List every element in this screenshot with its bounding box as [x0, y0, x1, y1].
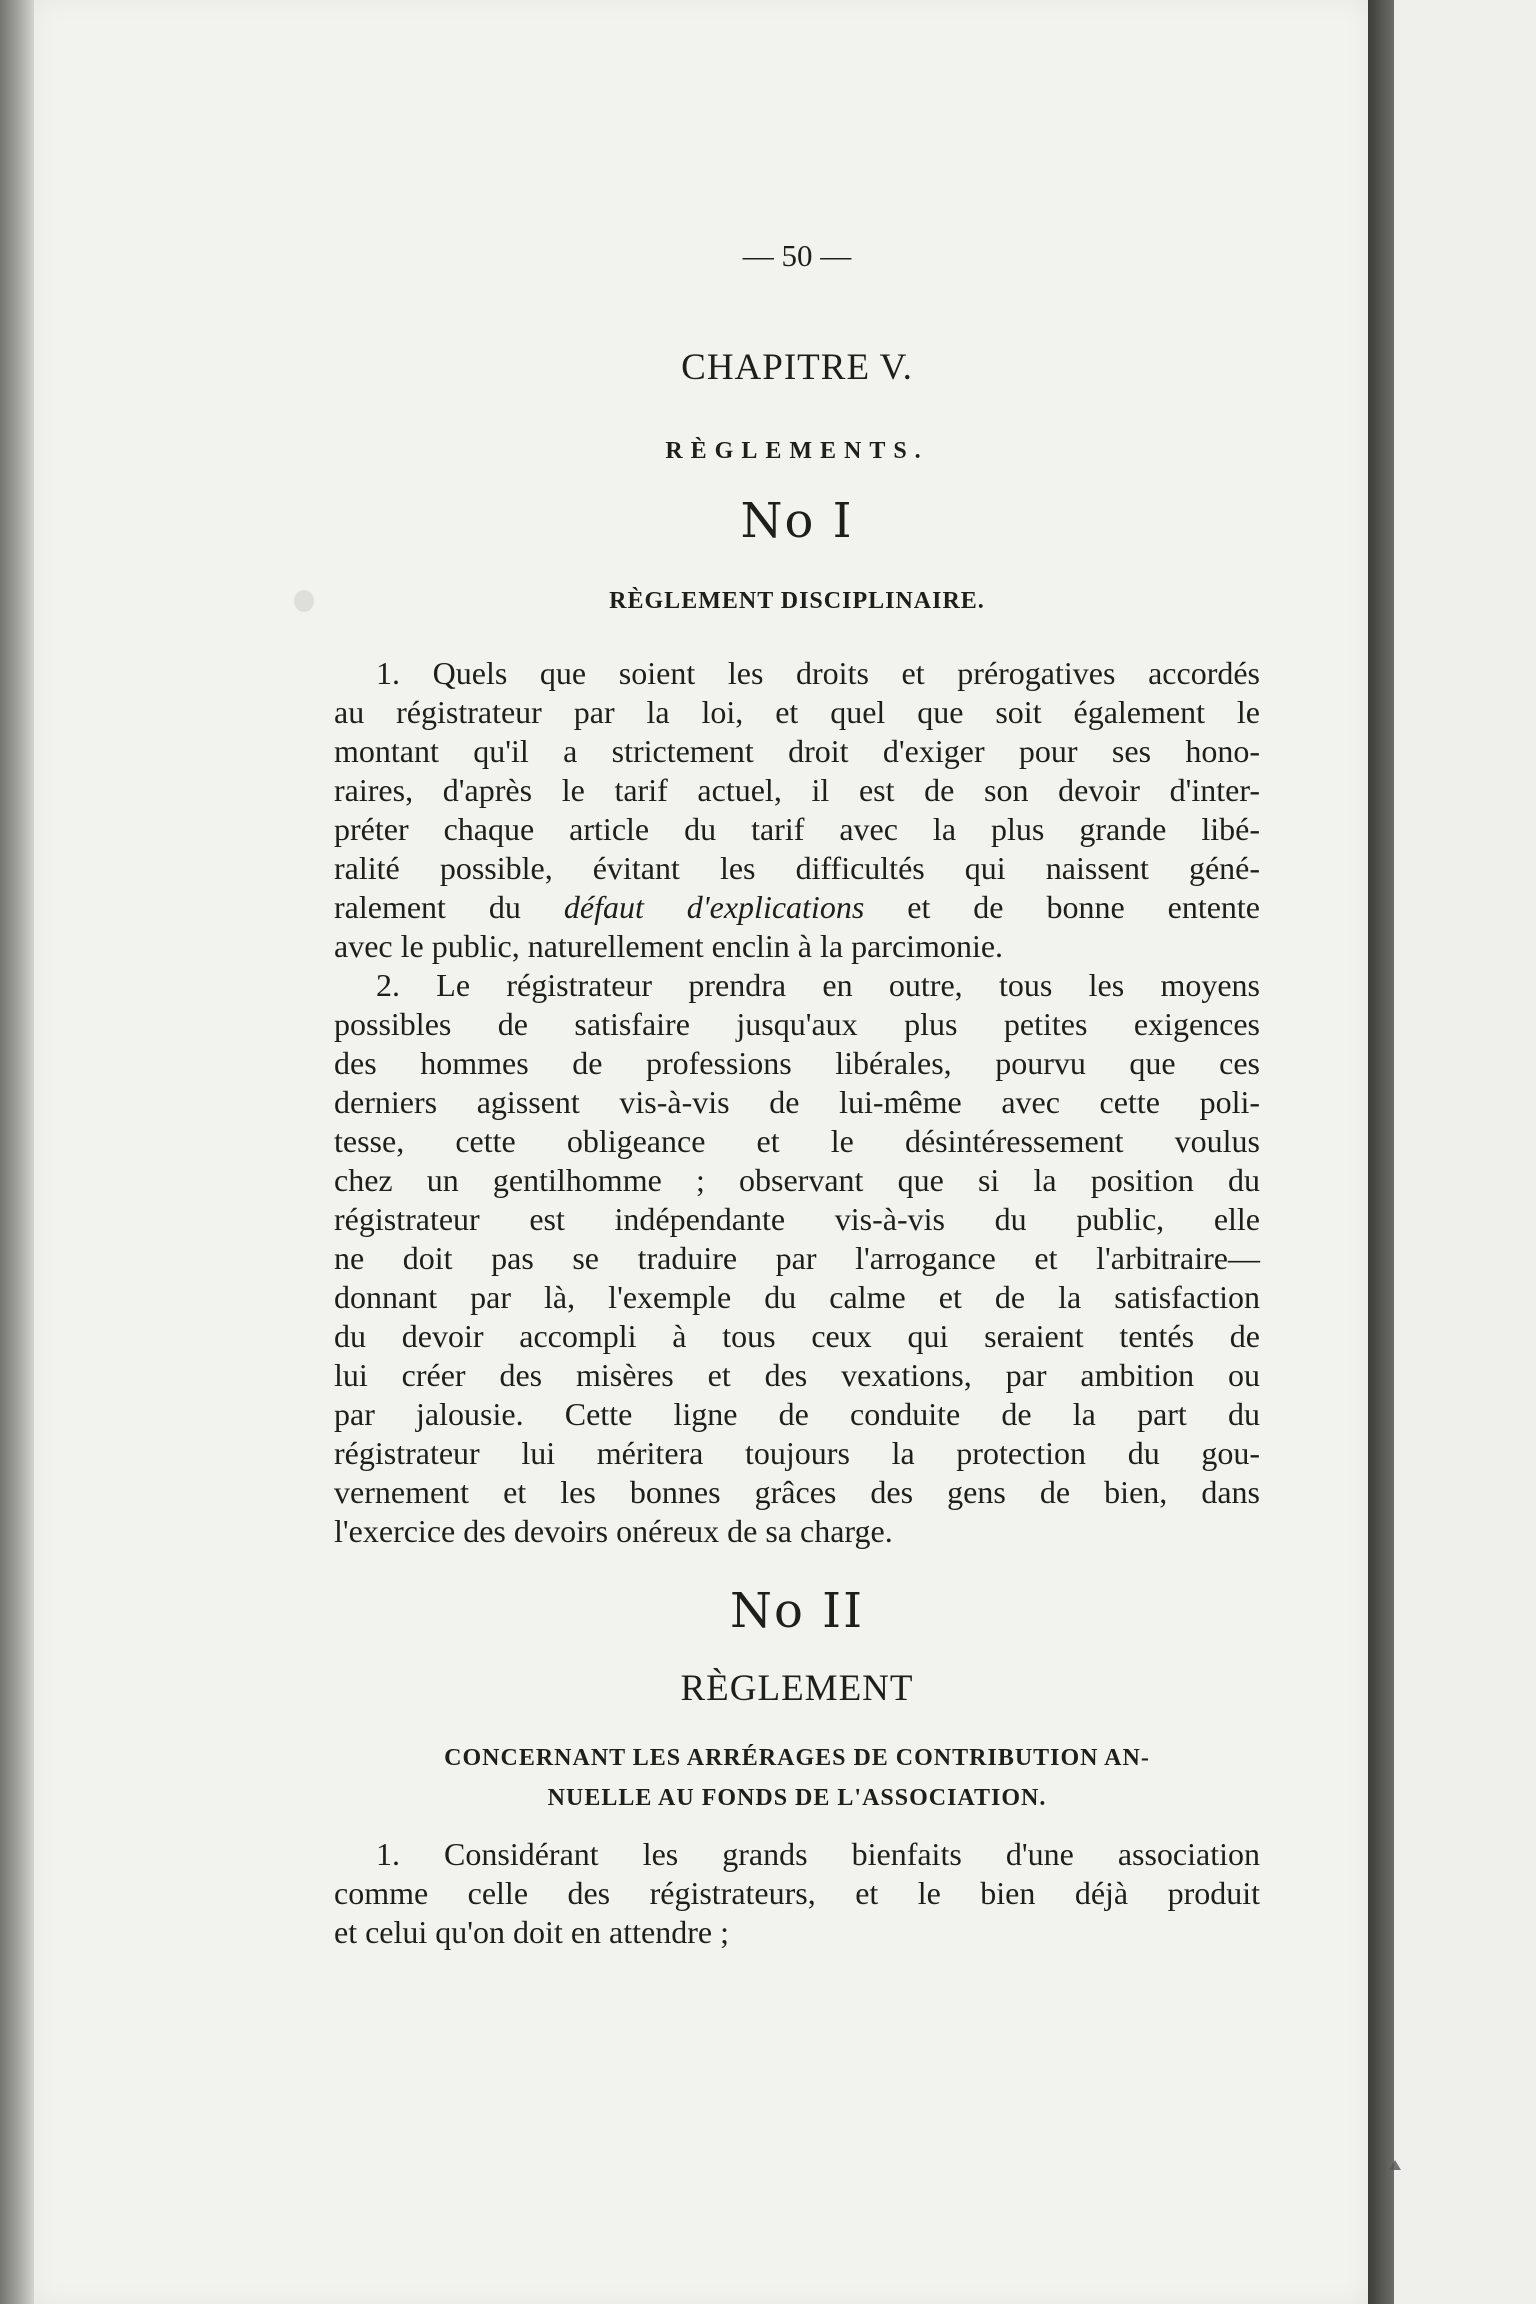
text-line: raires, d'après le tarif actuel, il est de son devoir d'inter-	[334, 772, 1260, 808]
section-title: RÈGLEMENTS.	[665, 438, 929, 464]
rule-number-2: No II	[729, 1583, 865, 1639]
page-number: — 50 —	[742, 238, 852, 273]
text-line: du devoir accompli à tous ceux qui seraient tentés de	[334, 1318, 1260, 1354]
paragraph-1	[334, 654, 1260, 966]
text-line: avec le public, naturellement enclin à la parcimonie.	[334, 928, 1004, 964]
adjacent-page-strip	[1394, 0, 1536, 2304]
chapter-title: CHAPITRE V.	[681, 347, 913, 388]
paragraph-3	[334, 1835, 1260, 1952]
text-line: préter chaque article du tarif avec la plus grande libé-	[334, 811, 1260, 847]
book-page-edge	[1368, 0, 1394, 2304]
text-line: l'exercice des devoirs onéreux de sa charge.	[334, 1513, 893, 1549]
rule-2-subtitle	[334, 1738, 1260, 1818]
text-line: tesse, cette obligeance et le désintéressement voulus	[334, 1123, 1260, 1159]
text-line: au régistrateur par la loi, et quel que soit également le	[334, 694, 1260, 730]
text-line: des hommes de professions libérales, pourvu que ces	[334, 1045, 1260, 1081]
rule-2-text	[334, 1835, 1260, 1952]
rule-number-1: No I	[740, 493, 854, 549]
text-line: lui créer des misères et des vexations, par ambition ou	[334, 1357, 1260, 1393]
text-line: comme celle des régistrateurs, et le bien déjà produit	[334, 1875, 1260, 1911]
text-line: donnant par là, l'exemple du calme et de la satisfaction	[334, 1279, 1260, 1315]
text-line: par jalousie. Cette ligne de conduite de la part du	[334, 1396, 1260, 1432]
rule-subtitle-1: RÈGLEMENT DISCIPLINAIRE.	[609, 588, 985, 614]
paper-smudge	[294, 590, 314, 612]
rule-title-2: RÈGLEMENT	[680, 1668, 914, 1709]
text-line-with-emphasis	[334, 888, 1260, 927]
text-line: derniers agissent vis-à-vis de lui-même avec cette poli-	[334, 1084, 1260, 1120]
text-line: chez un gentilhomme ; observant que si la position du	[334, 1162, 1260, 1198]
text-line: régistrateur lui méritera toujours la protection du gou-	[334, 1435, 1260, 1471]
text-span: ralement du	[334, 889, 564, 925]
text-line: 1. Quels que soient les droits et prérogatives accordés	[376, 655, 1260, 691]
emphasized-text: défaut d'explications	[563, 889, 865, 925]
text-line: régistrateur est indépendante vis-à-vis du public, elle	[334, 1201, 1260, 1237]
book-page	[34, 0, 1368, 2304]
text-line: 2. Le régistrateur prendra en outre, tous les moyens	[376, 967, 1260, 1003]
rule-1-text	[334, 654, 1260, 1551]
text-line: montant qu'il a strictement droit d'exiger pour ses hono-	[334, 733, 1260, 769]
text-line: possibles de satisfaire jusqu'aux plus petites exigences	[334, 1006, 1260, 1042]
page-corner-mark	[1389, 2160, 1401, 2170]
paragraph-2	[334, 966, 1260, 1551]
book-binding-left	[0, 0, 34, 2304]
text-line: et celui qu'on doit en attendre ;	[334, 1914, 729, 1950]
text-span: et de bonne entente	[864, 889, 1261, 925]
subtitle-line: CONCERNANT LES ARRÉRAGES DE CONTRIBUTION AN-	[444, 1745, 1150, 1771]
text-line: vernement et les bonnes grâces des gens de bien, dans	[334, 1474, 1260, 1510]
text-line: 1. Considérant les grands bienfaits d'une association	[376, 1836, 1260, 1872]
text-line: ralité possible, évitant les difficultés qui naissent géné-	[334, 850, 1260, 886]
text-line: ne doit pas se traduire par l'arrogance et l'arbitraire—	[334, 1240, 1260, 1276]
subtitle-line: NUELLE AU FONDS DE L'ASSOCIATION.	[547, 1785, 1047, 1811]
